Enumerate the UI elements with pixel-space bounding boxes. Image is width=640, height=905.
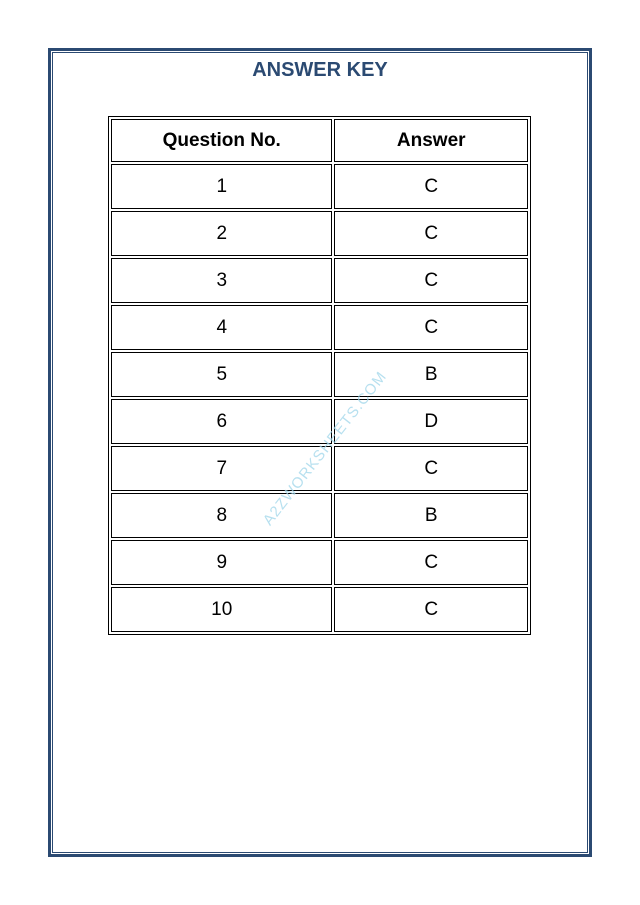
question-number-cell: 1 xyxy=(111,164,332,209)
question-number-cell: 8 xyxy=(111,493,332,538)
table-header-row xyxy=(111,119,528,162)
question-number-cell: 7 xyxy=(111,446,332,491)
question-number-cell: 9 xyxy=(111,540,332,585)
question-number-cell: 4 xyxy=(111,305,332,350)
table-row xyxy=(111,258,528,303)
answer-cell: D xyxy=(334,399,528,444)
question-number-cell: 3 xyxy=(111,258,332,303)
answer-cell: B xyxy=(334,493,528,538)
question-number-header: Question No. xyxy=(111,119,332,162)
question-number-cell: 10 xyxy=(111,587,332,632)
answer-key-table xyxy=(108,116,531,635)
table-row xyxy=(111,540,528,585)
table-row xyxy=(111,211,528,256)
table-row xyxy=(111,493,528,538)
answer-cell: B xyxy=(334,352,528,397)
answer-header: Answer xyxy=(334,119,528,162)
answer-cell: C xyxy=(334,587,528,632)
table-row xyxy=(111,399,528,444)
answer-cell: C xyxy=(334,258,528,303)
answer-cell: C xyxy=(334,446,528,491)
question-number-cell: 5 xyxy=(111,352,332,397)
page-title: ANSWER KEY xyxy=(252,59,388,81)
answer-cell: C xyxy=(334,540,528,585)
table-row xyxy=(111,352,528,397)
question-number-cell: 2 xyxy=(111,211,332,256)
answer-cell: C xyxy=(334,211,528,256)
table-row xyxy=(111,164,528,209)
table-row xyxy=(111,587,528,632)
answer-cell: C xyxy=(334,305,528,350)
question-number-cell: 6 xyxy=(111,399,332,444)
answer-cell: C xyxy=(334,164,528,209)
table-row xyxy=(111,305,528,350)
watermark: A2ZWORKSHEETS.COM xyxy=(259,368,391,529)
